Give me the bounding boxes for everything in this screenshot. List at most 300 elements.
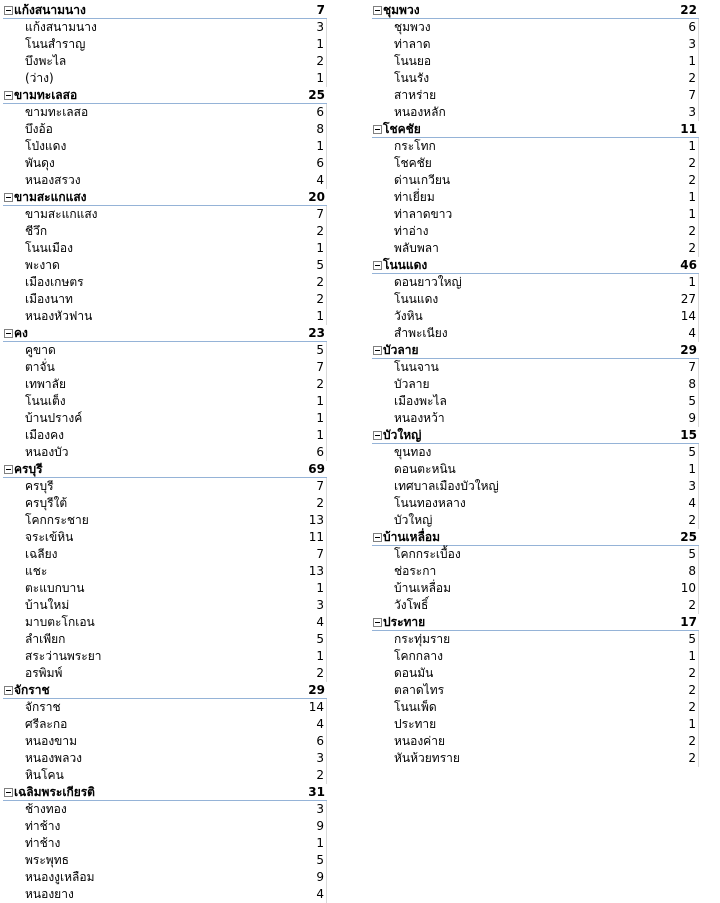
item-label: ท่าเยี่ยม (394, 190, 435, 204)
collapse-toggle-icon[interactable] (373, 431, 382, 440)
item-label: โป่งแดง (25, 139, 67, 153)
item-row[interactable] (372, 359, 699, 376)
item-count: 8 (316, 122, 324, 136)
item-row[interactable] (3, 614, 327, 631)
group-count: 31 (308, 785, 325, 799)
item-label: หนองขาม (25, 734, 78, 748)
item-label: พันดุง (25, 156, 55, 170)
group-label: แก้งสนามนาง (14, 3, 86, 17)
item-label: หนองหลัก (394, 105, 446, 119)
item-row[interactable] (3, 631, 327, 648)
item-row[interactable] (3, 495, 327, 512)
item-row[interactable] (3, 257, 327, 274)
group-count: 25 (308, 88, 325, 102)
item-row[interactable] (372, 308, 699, 325)
group-count: 23 (308, 326, 325, 340)
item-count: 10 (680, 581, 696, 595)
item-row[interactable] (3, 308, 327, 325)
group-count: 29 (680, 343, 697, 357)
item-count: 6 (316, 734, 324, 748)
item-count: 2 (688, 224, 696, 238)
item-label: หนองหว้า (394, 411, 445, 425)
item-row[interactable] (3, 19, 327, 36)
item-row[interactable] (372, 410, 699, 427)
item-row[interactable] (3, 393, 327, 410)
item-label: หนองหัวฟาน (25, 309, 93, 323)
item-count: 8 (688, 564, 696, 578)
item-label: บึงพะไล (25, 54, 67, 68)
item-row[interactable] (3, 512, 327, 529)
item-label: โนนแดง (394, 292, 439, 306)
group-label: โชคชัย (383, 122, 421, 136)
item-row[interactable] (3, 427, 327, 444)
item-row[interactable] (372, 699, 699, 716)
item-row[interactable] (3, 716, 327, 733)
item-row[interactable] (372, 53, 699, 70)
group-row[interactable] (372, 342, 699, 359)
group-count: 17 (680, 615, 697, 629)
collapse-toggle-icon[interactable] (373, 6, 382, 15)
item-count: 1 (688, 54, 696, 68)
item-label: เมืองเกษตร (25, 275, 84, 289)
item-label: พะงาด (25, 258, 60, 272)
item-count: 2 (316, 275, 324, 289)
item-count: 2 (688, 700, 696, 714)
item-row[interactable] (372, 291, 699, 308)
item-label: ท่าลาด (394, 37, 431, 51)
item-count: 1 (316, 411, 324, 425)
item-count: 5 (316, 343, 324, 357)
item-count: 5 (688, 632, 696, 646)
group-count: 22 (680, 3, 697, 17)
item-label: โนนทองหลาง (394, 496, 466, 510)
item-row[interactable] (3, 801, 327, 818)
collapse-toggle-icon[interactable] (4, 193, 13, 202)
collapse-toggle-icon[interactable] (373, 261, 382, 270)
item-count: 2 (316, 224, 324, 238)
item-count: 5 (688, 547, 696, 561)
item-label: ครบุรี (25, 479, 54, 493)
item-row[interactable] (3, 70, 327, 87)
item-count: 1 (688, 207, 696, 221)
group-row[interactable] (372, 614, 699, 631)
item-row[interactable] (372, 512, 699, 529)
item-label: โนนสำราญ (25, 37, 86, 51)
group-row[interactable] (372, 121, 699, 138)
group-label: ครบุรี (14, 462, 43, 476)
group-count: 29 (308, 683, 325, 697)
group-row[interactable] (3, 325, 327, 342)
item-label: ประทาย (394, 717, 437, 731)
item-count: 1 (316, 71, 324, 85)
item-row[interactable] (372, 444, 699, 461)
item-label: หนองสรวง (25, 173, 81, 187)
collapse-toggle-icon[interactable] (4, 686, 13, 695)
item-row[interactable] (3, 172, 327, 189)
item-count: 4 (316, 173, 324, 187)
group-count: 25 (680, 530, 697, 544)
item-label: (ว่าง) (25, 71, 54, 85)
group-label: ประทาย (383, 615, 426, 629)
group-row[interactable] (3, 87, 327, 104)
item-row[interactable] (372, 104, 699, 121)
item-row[interactable] (372, 223, 699, 240)
item-label: เมืองพะไล (394, 394, 447, 408)
item-row[interactable] (3, 478, 327, 495)
group-label: จักราช (14, 683, 50, 697)
item-row[interactable] (372, 36, 699, 53)
group-row[interactable] (3, 189, 327, 206)
group-row[interactable] (372, 2, 699, 19)
item-label: แก้งสนามนาง (25, 20, 97, 34)
group-label: โนนแดง (383, 258, 428, 272)
item-count: 1 (316, 428, 324, 442)
item-row[interactable] (3, 835, 327, 852)
item-label: หนองงูเหลือม (25, 870, 95, 884)
item-count: 1 (316, 394, 324, 408)
item-label: กระทุ่มราย (394, 632, 451, 646)
item-count: 1 (688, 190, 696, 204)
group-label: บ้านเหลื่อม (383, 530, 441, 544)
item-label: ช้างทอง (25, 802, 67, 816)
item-label: หันห้วยทราย (394, 751, 460, 765)
group-label: บัวใหญ่ (383, 428, 422, 442)
item-row[interactable] (372, 189, 699, 206)
item-label: สำพะเนียง (394, 326, 448, 340)
group-row[interactable] (372, 257, 699, 274)
item-label: หนองค่าย (394, 734, 445, 748)
item-label: พลับพลา (394, 241, 439, 255)
item-row[interactable] (372, 631, 699, 648)
item-row[interactable] (3, 274, 327, 291)
item-row[interactable] (3, 206, 327, 223)
item-label: โนนจาน (394, 360, 439, 374)
item-row[interactable] (372, 750, 699, 767)
item-count: 7 (316, 547, 324, 561)
item-row[interactable] (372, 376, 699, 393)
item-row[interactable] (3, 597, 327, 614)
item-count: 3 (688, 37, 696, 51)
item-count: 2 (688, 751, 696, 765)
item-label: คูขาด (25, 343, 56, 357)
item-label: เฉลียง (25, 547, 58, 561)
item-row[interactable] (372, 19, 699, 36)
item-label: อรพิมพ์ (25, 666, 63, 680)
item-count: 4 (688, 496, 696, 510)
item-count: 1 (316, 836, 324, 850)
item-row[interactable] (3, 869, 327, 886)
item-count: 6 (316, 445, 324, 459)
item-count: 5 (688, 394, 696, 408)
item-count: 3 (688, 105, 696, 119)
collapse-toggle-icon[interactable] (4, 465, 13, 474)
group-count: 46 (680, 258, 697, 272)
item-row[interactable] (3, 733, 327, 750)
item-label: โนนรัง (394, 71, 430, 85)
item-row[interactable] (372, 563, 699, 580)
item-row[interactable] (372, 682, 699, 699)
item-label: เมืองคง (25, 428, 64, 442)
collapse-toggle-icon[interactable] (4, 788, 13, 797)
item-row[interactable] (3, 546, 327, 563)
item-row[interactable] (3, 886, 327, 903)
item-count: 1 (688, 462, 696, 476)
item-count: 2 (688, 734, 696, 748)
item-count: 2 (688, 71, 696, 85)
item-row[interactable] (3, 223, 327, 240)
item-row[interactable] (372, 597, 699, 614)
item-row[interactable] (3, 410, 327, 427)
item-count: 5 (688, 445, 696, 459)
item-count: 6 (316, 156, 324, 170)
item-row[interactable] (3, 104, 327, 121)
item-count: 1 (316, 241, 324, 255)
group-count: 15 (680, 428, 697, 442)
item-row[interactable] (372, 478, 699, 495)
item-count: 2 (688, 598, 696, 612)
item-row[interactable] (3, 155, 327, 172)
item-count: 6 (316, 105, 324, 119)
item-label: ศรีละกอ (25, 717, 68, 731)
item-count: 4 (316, 615, 324, 629)
item-label: กระโทก (394, 139, 436, 153)
collapse-toggle-icon[interactable] (373, 346, 382, 355)
item-row[interactable] (3, 699, 327, 716)
item-count: 2 (688, 156, 696, 170)
item-label: ท่าช้าง (25, 819, 61, 833)
item-row[interactable] (372, 665, 699, 682)
item-row[interactable] (3, 36, 327, 53)
item-row[interactable] (3, 53, 327, 70)
collapse-toggle-icon[interactable] (4, 6, 13, 15)
item-label: โคกกระชาย (25, 513, 89, 527)
item-count: 2 (316, 54, 324, 68)
item-count: 9 (688, 411, 696, 425)
item-count: 2 (316, 768, 324, 782)
item-label: บึงอ้อ (25, 122, 53, 136)
item-count: 3 (316, 751, 324, 765)
item-row[interactable] (3, 563, 327, 580)
item-row[interactable] (372, 733, 699, 750)
item-count: 3 (316, 802, 324, 816)
item-row[interactable] (372, 206, 699, 223)
item-label: ตลาดไทร (394, 683, 445, 697)
item-count: 1 (316, 37, 324, 51)
item-label: ดอนยาวใหญ่ (394, 275, 462, 289)
item-row[interactable] (3, 291, 327, 308)
item-label: โนนเต็ง (25, 394, 66, 408)
item-count: 1 (316, 309, 324, 323)
item-row[interactable] (372, 155, 699, 172)
item-count: 2 (316, 377, 324, 391)
item-label: บัวใหญ่ (394, 513, 433, 527)
item-row[interactable] (372, 393, 699, 410)
item-count: 2 (316, 496, 324, 510)
item-label: โชคชัย (394, 156, 432, 170)
item-label: ท่าลาดขาว (394, 207, 453, 221)
group-row[interactable] (372, 529, 699, 546)
item-row[interactable] (372, 495, 699, 512)
item-count: 1 (316, 581, 324, 595)
group-row[interactable] (3, 682, 327, 699)
pivot-column-left (3, 2, 327, 903)
item-count: 2 (688, 666, 696, 680)
item-count: 7 (688, 88, 696, 102)
item-count: 1 (316, 139, 324, 153)
item-label: โคกกระเบื้อง (394, 547, 461, 561)
item-row[interactable] (3, 138, 327, 155)
item-count: 3 (316, 598, 324, 612)
item-label: วังหิน (394, 309, 423, 323)
item-label: ดอนมัน (394, 666, 434, 680)
item-label: ดอนตะหนิน (394, 462, 456, 476)
item-count: 4 (316, 887, 324, 901)
item-row[interactable] (372, 87, 699, 104)
group-count: 7 (316, 3, 325, 17)
item-label: ช่อระกา (394, 564, 437, 578)
item-label: หินโคน (25, 768, 64, 782)
item-count: 5 (316, 853, 324, 867)
group-label: ขามทะเลสอ (14, 88, 78, 102)
group-label: ชุมพวง (383, 3, 420, 17)
item-count: 13 (308, 513, 324, 527)
item-label: ท่าช้าง (25, 836, 61, 850)
item-label: ครบุรีใต้ (25, 496, 68, 510)
item-count: 2 (688, 241, 696, 255)
collapse-toggle-icon[interactable] (373, 125, 382, 134)
item-label: ขามทะเลสอ (25, 105, 89, 119)
item-label: โคกกลาง (394, 649, 443, 663)
item-label: ขุนทอง (394, 445, 432, 459)
item-count: 1 (688, 275, 696, 289)
collapse-toggle-icon[interactable] (4, 329, 13, 338)
item-row[interactable] (372, 274, 699, 291)
item-label: สาหร่าย (394, 88, 437, 102)
item-count: 9 (316, 819, 324, 833)
item-count: 27 (680, 292, 696, 306)
item-count: 13 (308, 564, 324, 578)
item-label: สระว่านพระยา (25, 649, 102, 663)
item-count: 3 (316, 20, 324, 34)
item-count: 14 (680, 309, 696, 323)
item-row[interactable] (3, 342, 327, 359)
item-label: บ้านปรางค์ (25, 411, 83, 425)
item-count: 2 (688, 513, 696, 527)
item-count: 1 (688, 649, 696, 663)
group-row[interactable] (3, 461, 327, 478)
item-label: ตะแบกบาน (25, 581, 85, 595)
item-label: จักราช (25, 700, 61, 714)
item-label: โนนเมือง (25, 241, 73, 255)
item-label: แชะ (25, 564, 48, 578)
item-row[interactable] (372, 716, 699, 733)
item-count: 2 (688, 683, 696, 697)
item-label: เมืองนาท (25, 292, 73, 306)
group-row[interactable] (3, 2, 327, 19)
item-count: 5 (316, 258, 324, 272)
item-label: พระพุทธ (25, 853, 69, 867)
item-label: ด่านเกวียน (394, 173, 451, 187)
item-row[interactable] (3, 580, 327, 597)
item-row[interactable] (3, 767, 327, 784)
group-label: บัวลาย (383, 343, 419, 357)
item-row[interactable] (3, 376, 327, 393)
item-count: 2 (688, 173, 696, 187)
item-count: 5 (316, 632, 324, 646)
item-count: 4 (688, 326, 696, 340)
item-row[interactable] (3, 359, 327, 376)
item-count: 7 (688, 360, 696, 374)
pivot-column-right (372, 2, 699, 767)
item-row[interactable] (3, 818, 327, 835)
item-row[interactable] (3, 750, 327, 767)
item-count: 1 (688, 717, 696, 731)
item-row[interactable] (3, 665, 327, 682)
item-row[interactable] (3, 529, 327, 546)
item-count: 7 (316, 360, 324, 374)
item-row[interactable] (372, 138, 699, 155)
item-label: หนองพลวง (25, 751, 83, 765)
item-row[interactable] (372, 240, 699, 257)
item-label: เทพาลัย (25, 377, 67, 391)
item-label: ชีวึก (25, 224, 48, 238)
group-label: ขามสะแกแสง (14, 190, 87, 204)
item-count: 2 (316, 292, 324, 306)
item-row[interactable] (3, 121, 327, 138)
item-label: เทศบาลเมืองบัวใหญ่ (394, 479, 499, 493)
item-row[interactable] (372, 70, 699, 87)
item-label: โนนยอ (394, 54, 432, 68)
group-label: คง (14, 326, 28, 340)
item-row[interactable] (372, 172, 699, 189)
item-row[interactable] (372, 546, 699, 563)
item-count: 4 (316, 717, 324, 731)
item-row[interactable] (372, 325, 699, 342)
collapse-toggle-icon[interactable] (373, 618, 382, 627)
group-count: 11 (680, 122, 697, 136)
item-row[interactable] (3, 240, 327, 257)
item-row[interactable] (372, 580, 699, 597)
item-row[interactable] (3, 648, 327, 665)
group-count: 69 (308, 462, 325, 476)
item-label: วังโพธิ์ (394, 598, 429, 612)
item-label: บ้านใหม่ (25, 598, 70, 612)
item-label: มาบตะโกเอน (25, 615, 95, 629)
item-count: 7 (316, 207, 324, 221)
group-row[interactable] (372, 427, 699, 444)
item-label: หนองบัว (25, 445, 69, 459)
item-count: 6 (688, 20, 696, 34)
group-row[interactable] (3, 784, 327, 801)
item-count: 1 (688, 139, 696, 153)
item-count: 7 (316, 479, 324, 493)
item-count: 2 (316, 666, 324, 680)
item-row[interactable] (3, 444, 327, 461)
item-label: ตาจั่น (25, 360, 55, 374)
item-row[interactable] (372, 461, 699, 478)
group-label: เฉลิมพระเกียรติ (14, 785, 95, 799)
item-label: หนองยาง (25, 887, 74, 901)
item-label: ชุมพวง (394, 20, 431, 34)
item-count: 1 (316, 649, 324, 663)
collapse-toggle-icon[interactable] (4, 91, 13, 100)
item-row[interactable] (372, 648, 699, 665)
item-label: โนนเพ็ด (394, 700, 437, 714)
collapse-toggle-icon[interactable] (373, 533, 382, 542)
group-count: 20 (308, 190, 325, 204)
item-count: 8 (688, 377, 696, 391)
item-row[interactable] (3, 852, 327, 869)
